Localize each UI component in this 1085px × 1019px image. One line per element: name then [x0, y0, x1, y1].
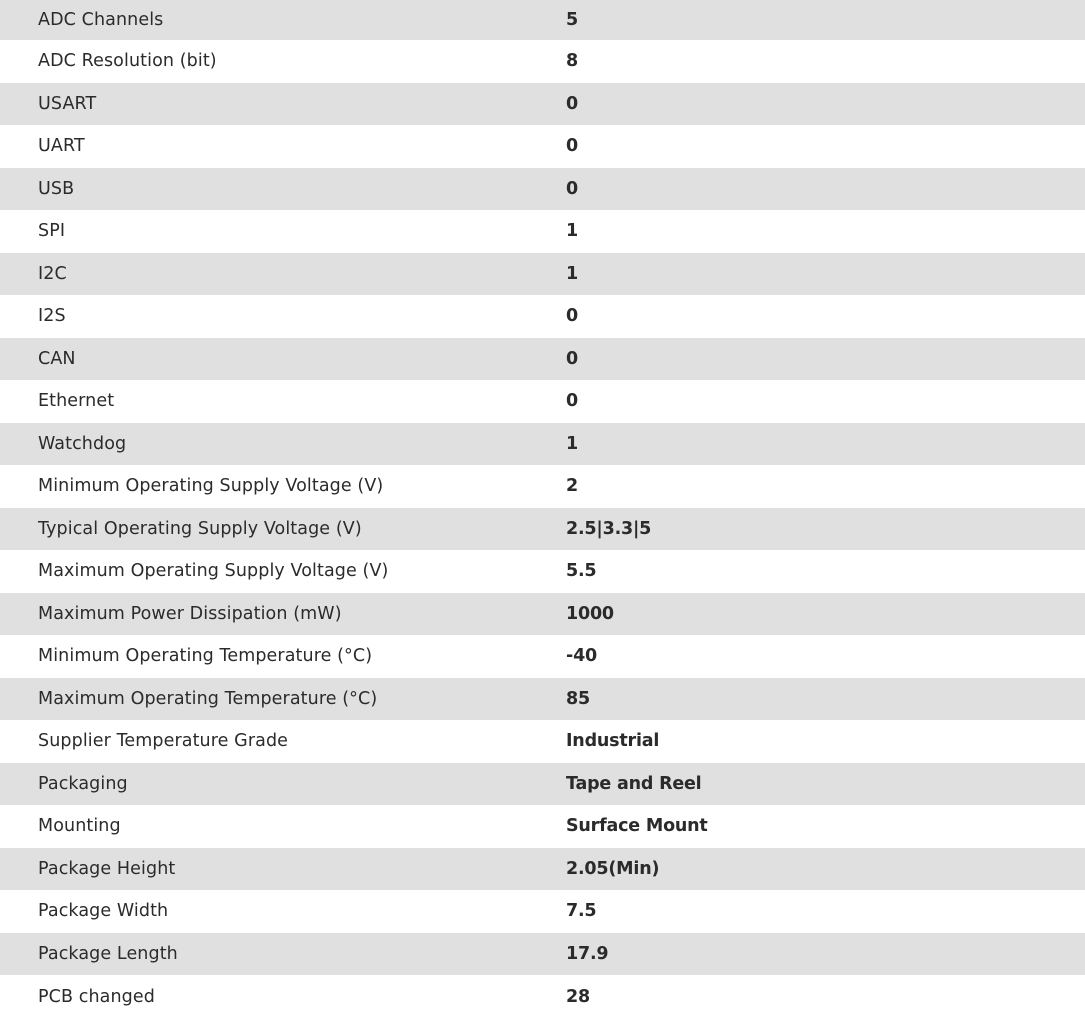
spec-value: 0 — [566, 168, 1085, 211]
spec-name: I2S — [38, 306, 66, 327]
spec-name: UART — [38, 136, 85, 157]
spec-value: 2 — [566, 476, 578, 497]
spec-name: Minimum Operating Temperature (°C) — [38, 646, 373, 667]
spec-name: Typical Operating Supply Voltage (V) — [0, 508, 566, 551]
spec-value: 0 — [566, 391, 578, 412]
spec-row-adc-channels — [0, 0, 1085, 40]
spec-value: 28 — [566, 987, 590, 1007]
spec-value: 1 — [566, 423, 1085, 466]
spec-name: Ethernet — [38, 391, 115, 412]
spec-row-usb — [0, 168, 1085, 211]
spec-row-mounting — [0, 805, 1085, 848]
spec-value: 0 — [566, 338, 1085, 381]
spec-name: Maximum Operating Temperature (°C) — [0, 678, 566, 721]
spec-row-spi — [0, 210, 1085, 253]
spec-row-usart — [0, 83, 1085, 126]
spec-name: I2C — [0, 253, 566, 296]
spec-value: 0 — [566, 136, 578, 157]
spec-row-watchdog — [0, 423, 1085, 466]
spec-name: Package Width — [38, 901, 169, 922]
spec-value: 5 — [566, 0, 1085, 40]
spec-name: Mounting — [38, 816, 121, 837]
spec-row-package-length — [0, 933, 1085, 976]
spec-row-can — [0, 338, 1085, 381]
spec-value: 8 — [566, 51, 578, 72]
spec-value: 2.5|3.3|5 — [566, 508, 1085, 551]
spec-row-min-supply-voltage — [0, 465, 1085, 508]
spec-value: 5.5 — [566, 561, 597, 582]
spec-row-uart — [0, 125, 1085, 168]
spec-name: SPI — [38, 221, 66, 242]
spec-row-typ-supply-voltage — [0, 508, 1085, 551]
spec-value: 7.5 — [566, 901, 597, 922]
spec-name: ADC Resolution (bit) — [38, 51, 217, 72]
spec-value: 0 — [566, 83, 1085, 126]
spec-name: Packaging — [0, 763, 566, 806]
spec-name: PCB changed — [38, 987, 155, 1007]
spec-value: 85 — [566, 678, 1085, 721]
spec-row-packaging — [0, 763, 1085, 806]
spec-row-temperature-grade — [0, 720, 1085, 763]
spec-name: Minimum Operating Supply Voltage (V) — [38, 476, 384, 497]
spec-name: Maximum Operating Supply Voltage (V) — [38, 561, 389, 582]
spec-row-package-width — [0, 890, 1085, 933]
spec-value: Tape and Reel — [566, 763, 1085, 806]
spec-row-i2s — [0, 295, 1085, 338]
spec-row-ethernet — [0, 380, 1085, 423]
spec-row-max-supply-voltage — [0, 550, 1085, 593]
spec-name: USB — [0, 168, 566, 211]
spec-name: ADC Channels — [0, 0, 566, 40]
spec-value: 2.05(Min) — [566, 848, 1085, 891]
spec-value: Industrial — [566, 731, 660, 752]
spec-value: 1 — [566, 221, 578, 242]
spec-value: -40 — [566, 646, 598, 667]
spec-name: Package Height — [0, 848, 566, 891]
spec-value: 17.9 — [566, 933, 1085, 976]
spec-value: Surface Mount — [566, 816, 708, 837]
spec-row-package-height — [0, 848, 1085, 891]
spec-row-pcb-changed — [0, 975, 1085, 1019]
spec-name: CAN — [0, 338, 566, 381]
spec-row-max-operating-temp — [0, 678, 1085, 721]
spec-name: Watchdog — [0, 423, 566, 466]
spec-name: Supplier Temperature Grade — [38, 731, 289, 752]
spec-name: USART — [0, 83, 566, 126]
spec-value: 1 — [566, 253, 1085, 296]
spec-row-adc-resolution — [0, 40, 1085, 83]
spec-row-min-operating-temp — [0, 635, 1085, 678]
spec-value: 1000 — [566, 593, 1085, 636]
spec-value: 0 — [566, 306, 578, 327]
spec-name: Package Length — [0, 933, 566, 976]
spec-row-max-power-dissipation — [0, 593, 1085, 636]
spec-row-i2c — [0, 253, 1085, 296]
spec-name: Maximum Power Dissipation (mW) — [0, 593, 566, 636]
